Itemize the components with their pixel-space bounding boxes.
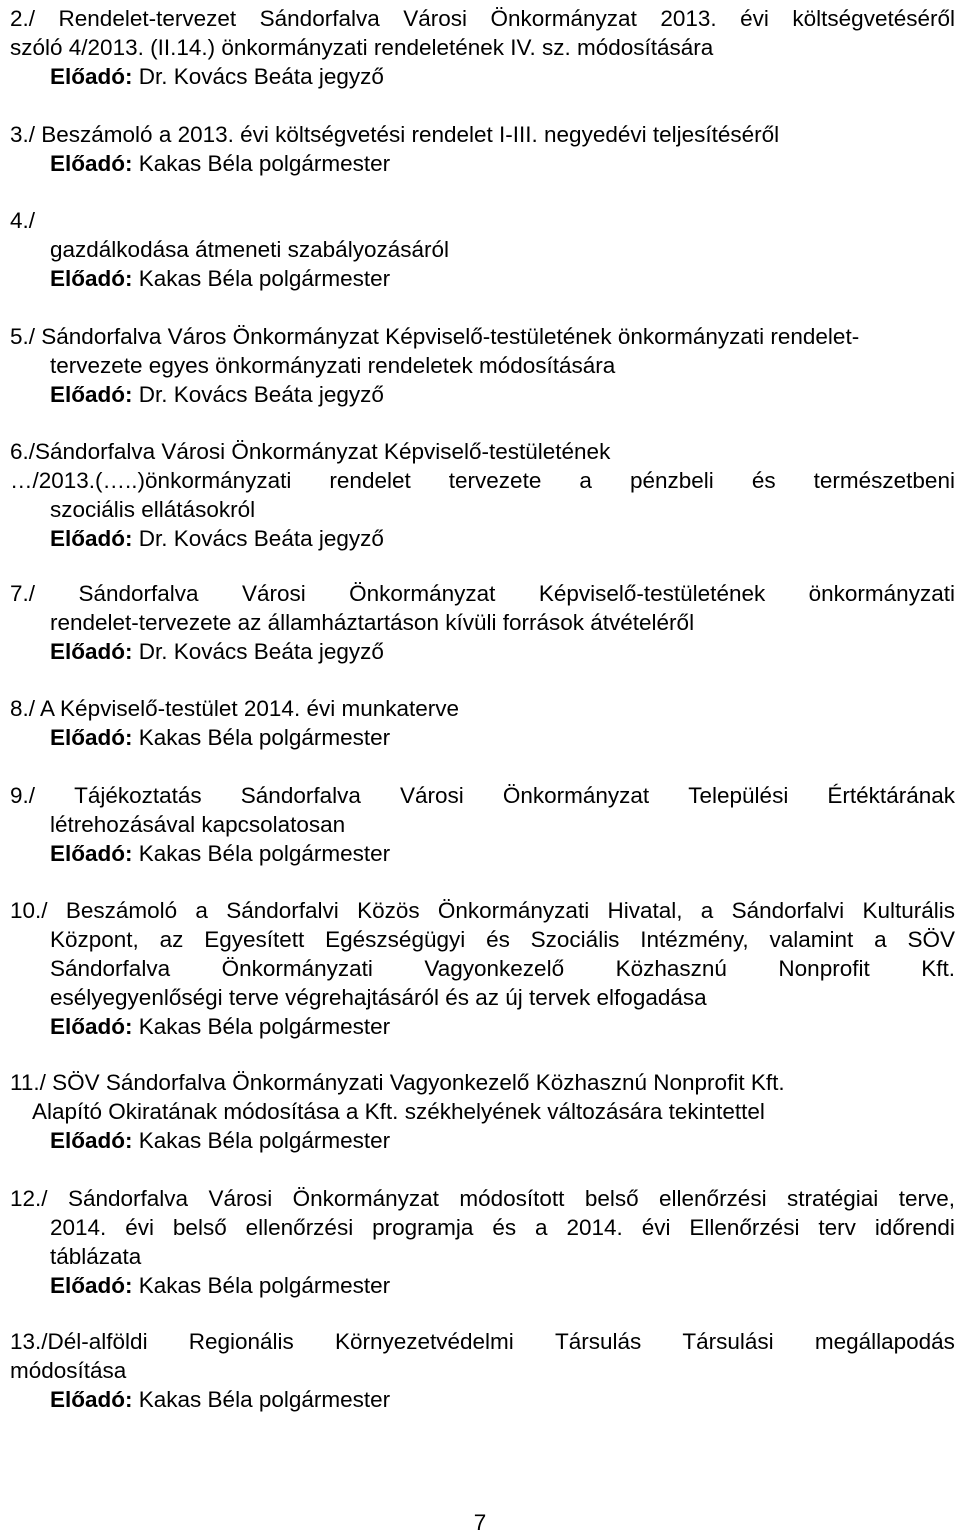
presenter-line [50, 637, 384, 666]
word: megállapodás [814, 1329, 955, 1354]
agenda-item-line [50, 925, 955, 954]
word: évi [740, 6, 769, 31]
presenter-name: Kakas Béla polgármester [138, 1014, 391, 1039]
word: Sándorfalvi [731, 898, 845, 923]
agenda-item-line [50, 1213, 955, 1242]
agenda-item-line: létrehozásával kapcsolatosan [50, 812, 346, 837]
word: a [195, 898, 208, 923]
word: SÖV [907, 927, 955, 952]
presenter-line [50, 149, 390, 178]
word: Tájékoztatás [74, 783, 202, 808]
agenda-item-line [10, 437, 955, 466]
word: Társulási [682, 1329, 774, 1354]
word: belső [584, 1186, 639, 1211]
presenter-line [50, 1385, 390, 1414]
presenter-line [50, 524, 384, 553]
presenter-line [50, 264, 390, 293]
word: Sándorfalva [240, 783, 361, 808]
presenter-name: Kakas Béla polgármester [138, 1128, 391, 1153]
presenter-label: Előadó: [50, 382, 133, 407]
presenter-name: Dr. Kovács Beáta jegyző [138, 526, 384, 551]
agenda-item-line [10, 466, 955, 495]
presenter-line [50, 380, 384, 409]
presenter-label: Előadó: [50, 526, 133, 551]
word: önkormányzati [808, 581, 955, 606]
word: Beszámoló [65, 898, 178, 923]
word: tervezete [448, 468, 542, 493]
presenter-name: Dr. Kovács Beáta jegyző [138, 64, 384, 89]
agenda-item-line [10, 579, 955, 608]
word: 7./ [10, 581, 36, 606]
word: programja [372, 1215, 474, 1240]
presenter-label: Előadó: [50, 266, 133, 291]
word: Városi [208, 1186, 273, 1211]
word: Vagyonkezelő [424, 956, 565, 981]
agenda-item-line [10, 4, 955, 33]
agenda-item-line: 3./ Beszámoló a 2013. évi költségvetési rendelet I-III. negyedévi teljesítéséről [10, 122, 780, 147]
word: a [579, 468, 592, 493]
presenter-label: Előadó: [50, 841, 133, 866]
agenda-item-line: tervezete egyes önkormányzati rendeletek módosítására [50, 353, 616, 378]
agenda-item-line: Alapító Okiratának módosítása a Kft. székhelyének változására tekintettel [32, 1099, 765, 1124]
agenda-item-line: szociális ellátásokról [50, 497, 256, 522]
word: pénzbeli [629, 468, 714, 493]
word: 2013. [660, 6, 717, 31]
word: Képviselő-testületének [538, 581, 766, 606]
word: Sándorfalva [78, 581, 199, 606]
word: terve, [898, 1186, 955, 1211]
word: belső [172, 1215, 227, 1240]
word: módosított [459, 1186, 565, 1211]
word: rendelet [329, 468, 411, 493]
word: Értéktárának [827, 783, 955, 808]
word: 10./ [10, 898, 48, 923]
presenter-name: Kakas Béla polgármester [138, 1273, 391, 1298]
word: időrendi [874, 1215, 955, 1240]
word: Önkormányzati [437, 898, 590, 923]
presenter-label: Előadó: [50, 1128, 133, 1153]
word: Sándorfalva [50, 956, 171, 981]
word: Önkormányzat [349, 581, 496, 606]
presenter-line [50, 62, 384, 91]
word: stratégiai [786, 1186, 879, 1211]
presenter-line [50, 839, 390, 868]
word: 4./ [10, 208, 36, 233]
agenda-item-line: szóló 4/2013. (II.14.) önkormányzati rendeletének IV. sz. módosítására [10, 35, 714, 60]
agenda-item-line: gazdálkodása átmeneti szabályozásáról [50, 237, 449, 262]
agenda-item-line: táblázata [50, 1244, 142, 1269]
word: évi [641, 1215, 671, 1240]
presenter-label: Előadó: [50, 1387, 133, 1412]
agenda-item-line: 5./ Sándorfalva Város Önkormányzat Képviselő-testületének önkormányzati rendelet- [10, 324, 860, 349]
presenter-name: Dr. Kovács Beáta jegyző [138, 639, 384, 664]
word: Sándorfalvi [226, 898, 339, 923]
agenda-item-line: 8./ A Képviselő-testület 2014. évi munkaterve [10, 696, 460, 721]
word: a [535, 1215, 548, 1240]
word: évi [125, 1215, 154, 1240]
word: és [751, 468, 776, 493]
word: Városi [399, 783, 464, 808]
word: költségvetéséről [792, 6, 955, 31]
presenter-line [50, 1126, 390, 1155]
presenter-name: Kakas Béla polgármester [138, 841, 391, 866]
presenter-label: Előadó: [50, 1273, 133, 1298]
word: Hivatal, [607, 898, 683, 923]
agenda-item-line: 11./ SÖV Sándorfalva Önkormányzati Vagyonkezelő Közhasznú Nonprofit Kft. [10, 1070, 785, 1095]
word: az [159, 927, 184, 952]
word: Közös [357, 898, 420, 923]
presenter-line [50, 1012, 390, 1041]
presenter-name: Kakas Béla polgármester [138, 725, 391, 750]
presenter-name: Kakas Béla polgármester [138, 1387, 391, 1412]
word: a [874, 927, 887, 952]
word: terv [818, 1215, 856, 1240]
word: Nonprofit [778, 956, 870, 981]
agenda-item-line [10, 206, 955, 235]
word: Regionális [188, 1329, 294, 1354]
word: Egyesített [204, 927, 305, 952]
word: 9./ [10, 783, 36, 808]
word: 12./ [10, 1186, 48, 1211]
word: Települési [688, 783, 789, 808]
presenter-label: Előadó: [50, 725, 133, 750]
word: Ellenőrzési [689, 1215, 800, 1240]
presenter-line [50, 1271, 390, 1300]
agenda-item-line [10, 896, 955, 925]
word: és [486, 927, 510, 952]
presenter-label: Előadó: [50, 639, 133, 664]
word: Egészségügyi [325, 927, 466, 952]
word: Központ, [50, 927, 139, 952]
word: ellenőrzési [659, 1186, 767, 1211]
word: Rendelet-tervezet [58, 6, 237, 31]
word: 2014. [566, 1215, 623, 1240]
word: Társulás [554, 1329, 642, 1354]
presenter-name: Kakas Béla polgármester [138, 151, 391, 176]
presenter-name: Kakas Béla polgármester [138, 266, 391, 291]
word: Szociális [530, 927, 620, 952]
word: …/2013.(…..)önkormányzati [10, 468, 292, 493]
agenda-item-line-text: 6./Sándorfalva Városi Önkormányzat Képviselő-testületének [10, 439, 611, 464]
agenda-item-line [50, 954, 955, 983]
word: természetbeni [813, 468, 955, 493]
presenter-name: Dr. Kovács Beáta jegyző [138, 382, 384, 407]
word: Környezetvédelmi [334, 1329, 514, 1354]
word: 2./ [10, 6, 36, 31]
word: és [492, 1215, 517, 1240]
word: Önkormányzat [490, 6, 637, 31]
page-number: 7 [473, 1510, 487, 1535]
word: Sándorfalva [67, 1186, 189, 1211]
word: 13./Dél-alföldi [10, 1329, 148, 1354]
word: Városi [403, 6, 468, 31]
presenter-label: Előadó: [50, 151, 133, 176]
word: Sándorfalva [259, 6, 380, 31]
presenter-label: Előadó: [50, 1014, 133, 1039]
agenda-item-line [10, 1327, 955, 1356]
word: Önkormányzati [221, 956, 373, 981]
word: valamint [769, 927, 854, 952]
word: Kulturális [862, 898, 955, 923]
word: Közhasznú [615, 956, 727, 981]
agenda-item-line: módosítása [10, 1358, 127, 1383]
word: Önkormányzat [502, 783, 650, 808]
word: ellenőrzési [245, 1215, 354, 1240]
agenda-item-line [10, 1184, 955, 1213]
agenda-item-line: rendelet-tervezete az államháztartáson kívüli források átvételéről [50, 610, 695, 635]
agenda-item-line [10, 781, 955, 810]
word: Városi [241, 581, 306, 606]
word: a [700, 898, 714, 923]
word: Intézmény, [640, 927, 749, 952]
agenda-item-line: esélyegyenlőségi terve végrehajtásáról és az új tervek elfogadása [50, 985, 707, 1010]
presenter-label: Előadó: [50, 64, 133, 89]
word: Kft. [921, 956, 955, 981]
agenda-item-line-justified [10, 437, 955, 466]
word: 2014. [50, 1215, 107, 1240]
presenter-line [50, 723, 390, 752]
word: Önkormányzat [292, 1186, 439, 1211]
